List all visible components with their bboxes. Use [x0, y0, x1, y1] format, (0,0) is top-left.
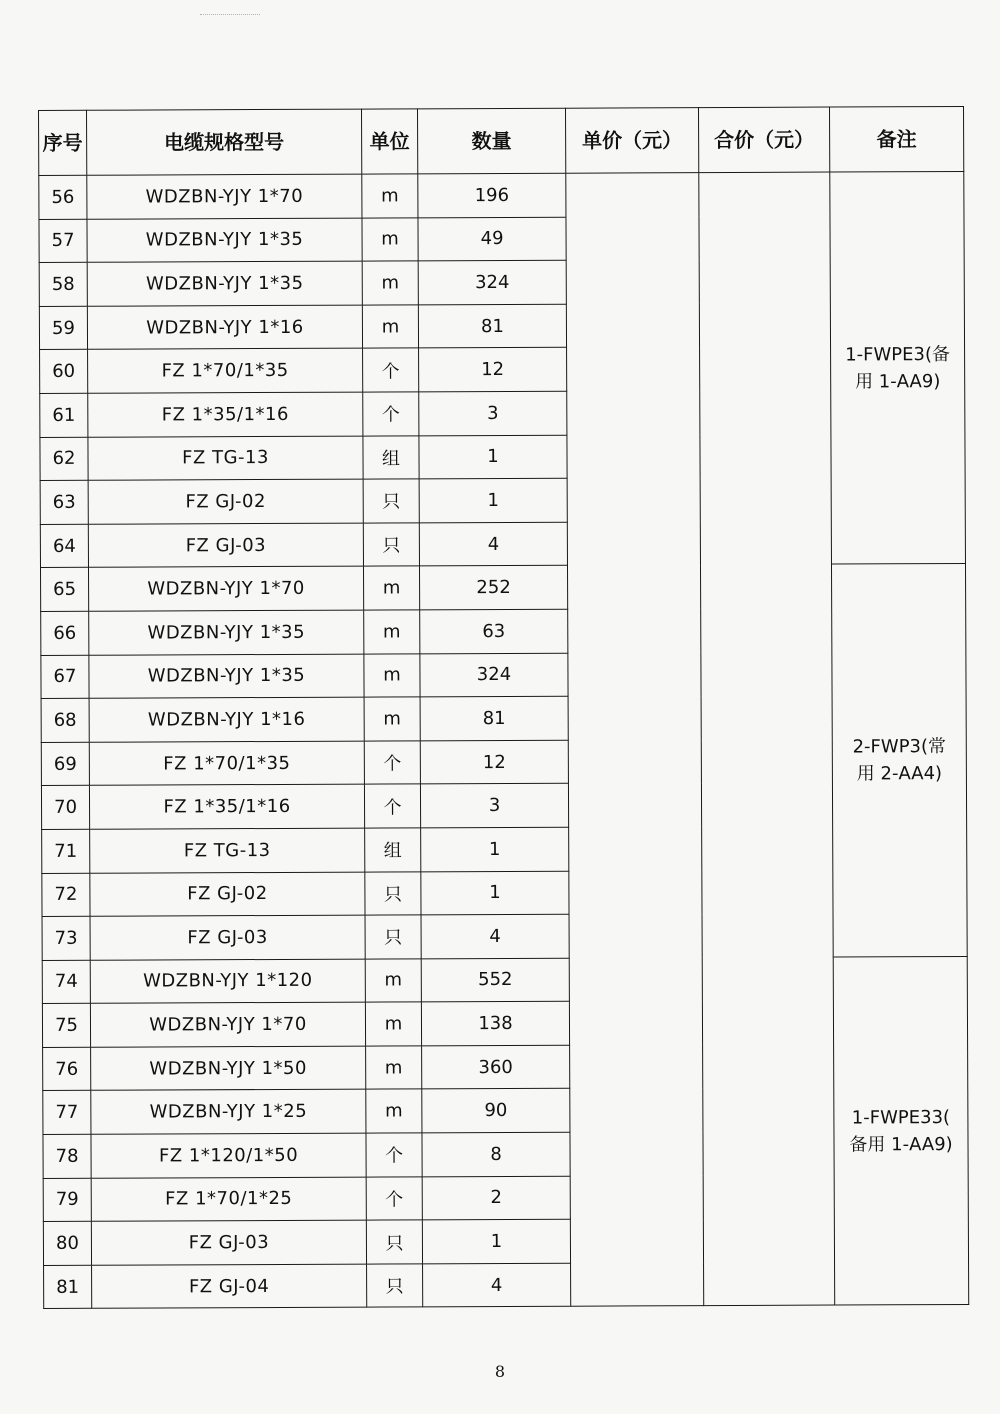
row-seq: 74 — [42, 960, 90, 1004]
row-unit: m — [366, 1046, 422, 1090]
row-qty: 8 — [422, 1132, 570, 1176]
row-seq: 65 — [40, 568, 88, 612]
header-qty: 数量 — [417, 108, 565, 174]
row-unit: 只 — [366, 1220, 422, 1264]
row-qty: 63 — [420, 609, 568, 653]
row-seq: 63 — [40, 480, 88, 524]
row-unit: 个 — [363, 348, 419, 392]
row-model: FZ GJ-03 — [90, 915, 365, 960]
row-qty: 4 — [419, 522, 567, 566]
row-seq: 58 — [39, 262, 87, 306]
row-model: FZ GJ-04 — [92, 1264, 367, 1309]
row-unit: 个 — [363, 392, 419, 436]
row-model: FZ GJ-03 — [88, 523, 363, 568]
row-seq: 57 — [39, 219, 87, 263]
remark-line: 用 2-AA4) — [856, 763, 943, 785]
header-unit: 单位 — [361, 109, 417, 174]
row-qty: 252 — [419, 566, 567, 610]
row-qty: 12 — [420, 740, 568, 784]
remark-line: 1-FWPE33( — [851, 1106, 951, 1129]
row-qty: 2 — [422, 1176, 570, 1220]
row-unit: m — [365, 959, 421, 1003]
row-unit: m — [362, 261, 418, 305]
row-unit: m — [364, 653, 420, 697]
row-qty: 1 — [419, 435, 567, 479]
row-seq: 56 — [39, 175, 87, 219]
unit-price-cell — [566, 173, 704, 1307]
row-seq: 77 — [43, 1091, 91, 1135]
cable-price-table — [38, 106, 969, 1309]
row-seq: 71 — [42, 829, 90, 873]
row-model: FZ 1*70/1*35 — [88, 348, 363, 393]
row-qty: 81 — [418, 304, 566, 348]
remark-line: 备用 1-AA9) — [849, 1133, 953, 1156]
row-model: WDZBN-YJY 1*35 — [89, 610, 364, 655]
row-seq: 68 — [41, 698, 89, 742]
row-unit: 组 — [363, 435, 419, 479]
row-unit: m — [364, 697, 420, 741]
row-model: WDZBN-YJY 1*35 — [87, 218, 362, 263]
row-qty: 4 — [421, 914, 569, 958]
row-seq: 61 — [40, 393, 88, 437]
row-seq: 80 — [43, 1222, 91, 1266]
remark-group — [831, 564, 967, 957]
row-seq: 60 — [40, 350, 88, 394]
row-seq: 75 — [42, 1004, 90, 1048]
table-row — [39, 171, 964, 219]
row-qty: 552 — [421, 958, 569, 1002]
row-unit: m — [366, 1089, 422, 1133]
row-qty: 324 — [420, 653, 568, 697]
remark-line: 用 1-AA9) — [855, 370, 941, 393]
row-model: WDZBN-YJY 1*25 — [91, 1090, 366, 1135]
row-model: WDZBN-YJY 1*70 — [87, 174, 362, 219]
header-remark: 备注 — [829, 106, 963, 172]
row-model: WDZBN-YJY 1*35 — [89, 654, 364, 699]
row-seq: 78 — [43, 1134, 91, 1178]
row-qty: 3 — [419, 391, 567, 435]
row-model: FZ 1*120/1*50 — [91, 1133, 366, 1178]
row-unit: 只 — [363, 523, 419, 567]
remark-line: 1-FWPE3(备 — [845, 343, 951, 366]
row-unit: m — [362, 217, 418, 261]
row-model: WDZBN-YJY 1*16 — [87, 305, 362, 350]
row-model: FZ GJ-03 — [91, 1220, 366, 1265]
total-price-cell — [699, 172, 835, 1306]
row-unit: 个 — [366, 1133, 422, 1177]
row-model: FZ 1*35/1*16 — [89, 784, 364, 829]
header-total-price: 合价（元） — [698, 107, 829, 173]
row-seq: 76 — [43, 1047, 91, 1091]
row-qty: 4 — [423, 1263, 571, 1307]
row-model: WDZBN-YJY 1*50 — [91, 1046, 366, 1091]
row-seq: 64 — [40, 524, 88, 568]
row-qty: 1 — [421, 871, 569, 915]
row-seq: 69 — [41, 742, 89, 786]
row-seq: 73 — [42, 916, 90, 960]
row-model: FZ 1*70/1*35 — [89, 741, 364, 786]
row-seq: 79 — [43, 1178, 91, 1222]
row-qty: 49 — [418, 217, 566, 261]
row-seq: 70 — [41, 786, 89, 830]
row-model: FZ TG-13 — [88, 436, 363, 481]
row-unit: 个 — [364, 741, 420, 785]
row-seq: 62 — [40, 437, 88, 481]
row-qty: 196 — [418, 173, 566, 217]
row-qty: 3 — [420, 784, 568, 828]
row-model: FZ GJ-02 — [88, 479, 363, 524]
row-unit: 只 — [365, 915, 421, 959]
row-unit: 个 — [366, 1176, 422, 1220]
row-qty: 1 — [422, 1219, 570, 1263]
row-unit: 组 — [365, 828, 421, 872]
row-model: WDZBN-YJY 1*70 — [90, 1002, 365, 1047]
row-model: FZ GJ-02 — [90, 872, 365, 917]
row-qty: 90 — [422, 1089, 570, 1133]
header-unit-price: 单价（元） — [565, 108, 698, 174]
row-model: FZ 1*35/1*16 — [88, 392, 363, 437]
row-qty: 138 — [421, 1001, 569, 1045]
row-unit: 只 — [365, 871, 421, 915]
page-number: 8 — [494, 1362, 506, 1381]
row-model: WDZBN-YJY 1*16 — [89, 697, 364, 742]
row-unit: 只 — [363, 479, 419, 523]
header-model: 电缆规格型号 — [87, 109, 362, 175]
table-header-row — [39, 106, 964, 175]
remark-group — [833, 956, 969, 1305]
remark-line: 2-FWP3(常 — [852, 736, 947, 758]
row-qty: 81 — [420, 696, 568, 740]
row-qty: 1 — [421, 827, 569, 871]
row-qty: 1 — [419, 478, 567, 522]
row-model: FZ TG-13 — [90, 828, 365, 873]
table-body — [39, 171, 969, 1308]
row-seq: 66 — [41, 611, 89, 655]
row-seq: 67 — [41, 655, 89, 699]
row-unit: 只 — [367, 1264, 423, 1308]
row-unit: 个 — [364, 784, 420, 828]
row-model: WDZBN-YJY 1*35 — [87, 261, 362, 306]
row-seq: 59 — [39, 306, 87, 350]
row-unit: m — [362, 305, 418, 349]
row-seq: 72 — [42, 873, 90, 917]
header-seq: 序号 — [39, 110, 87, 175]
row-model: WDZBN-YJY 1*70 — [88, 566, 363, 611]
row-qty: 324 — [418, 260, 566, 304]
row-unit: m — [362, 174, 418, 218]
row-model: FZ 1*70/1*25 — [91, 1177, 366, 1222]
row-unit: m — [365, 1002, 421, 1046]
row-unit: m — [363, 566, 419, 610]
row-qty: 12 — [419, 348, 567, 392]
remark-group — [830, 171, 966, 564]
scan-artifact — [200, 14, 260, 19]
row-model: WDZBN-YJY 1*120 — [90, 959, 365, 1004]
row-seq: 81 — [44, 1265, 92, 1309]
row-unit: m — [364, 610, 420, 654]
row-qty: 360 — [422, 1045, 570, 1089]
